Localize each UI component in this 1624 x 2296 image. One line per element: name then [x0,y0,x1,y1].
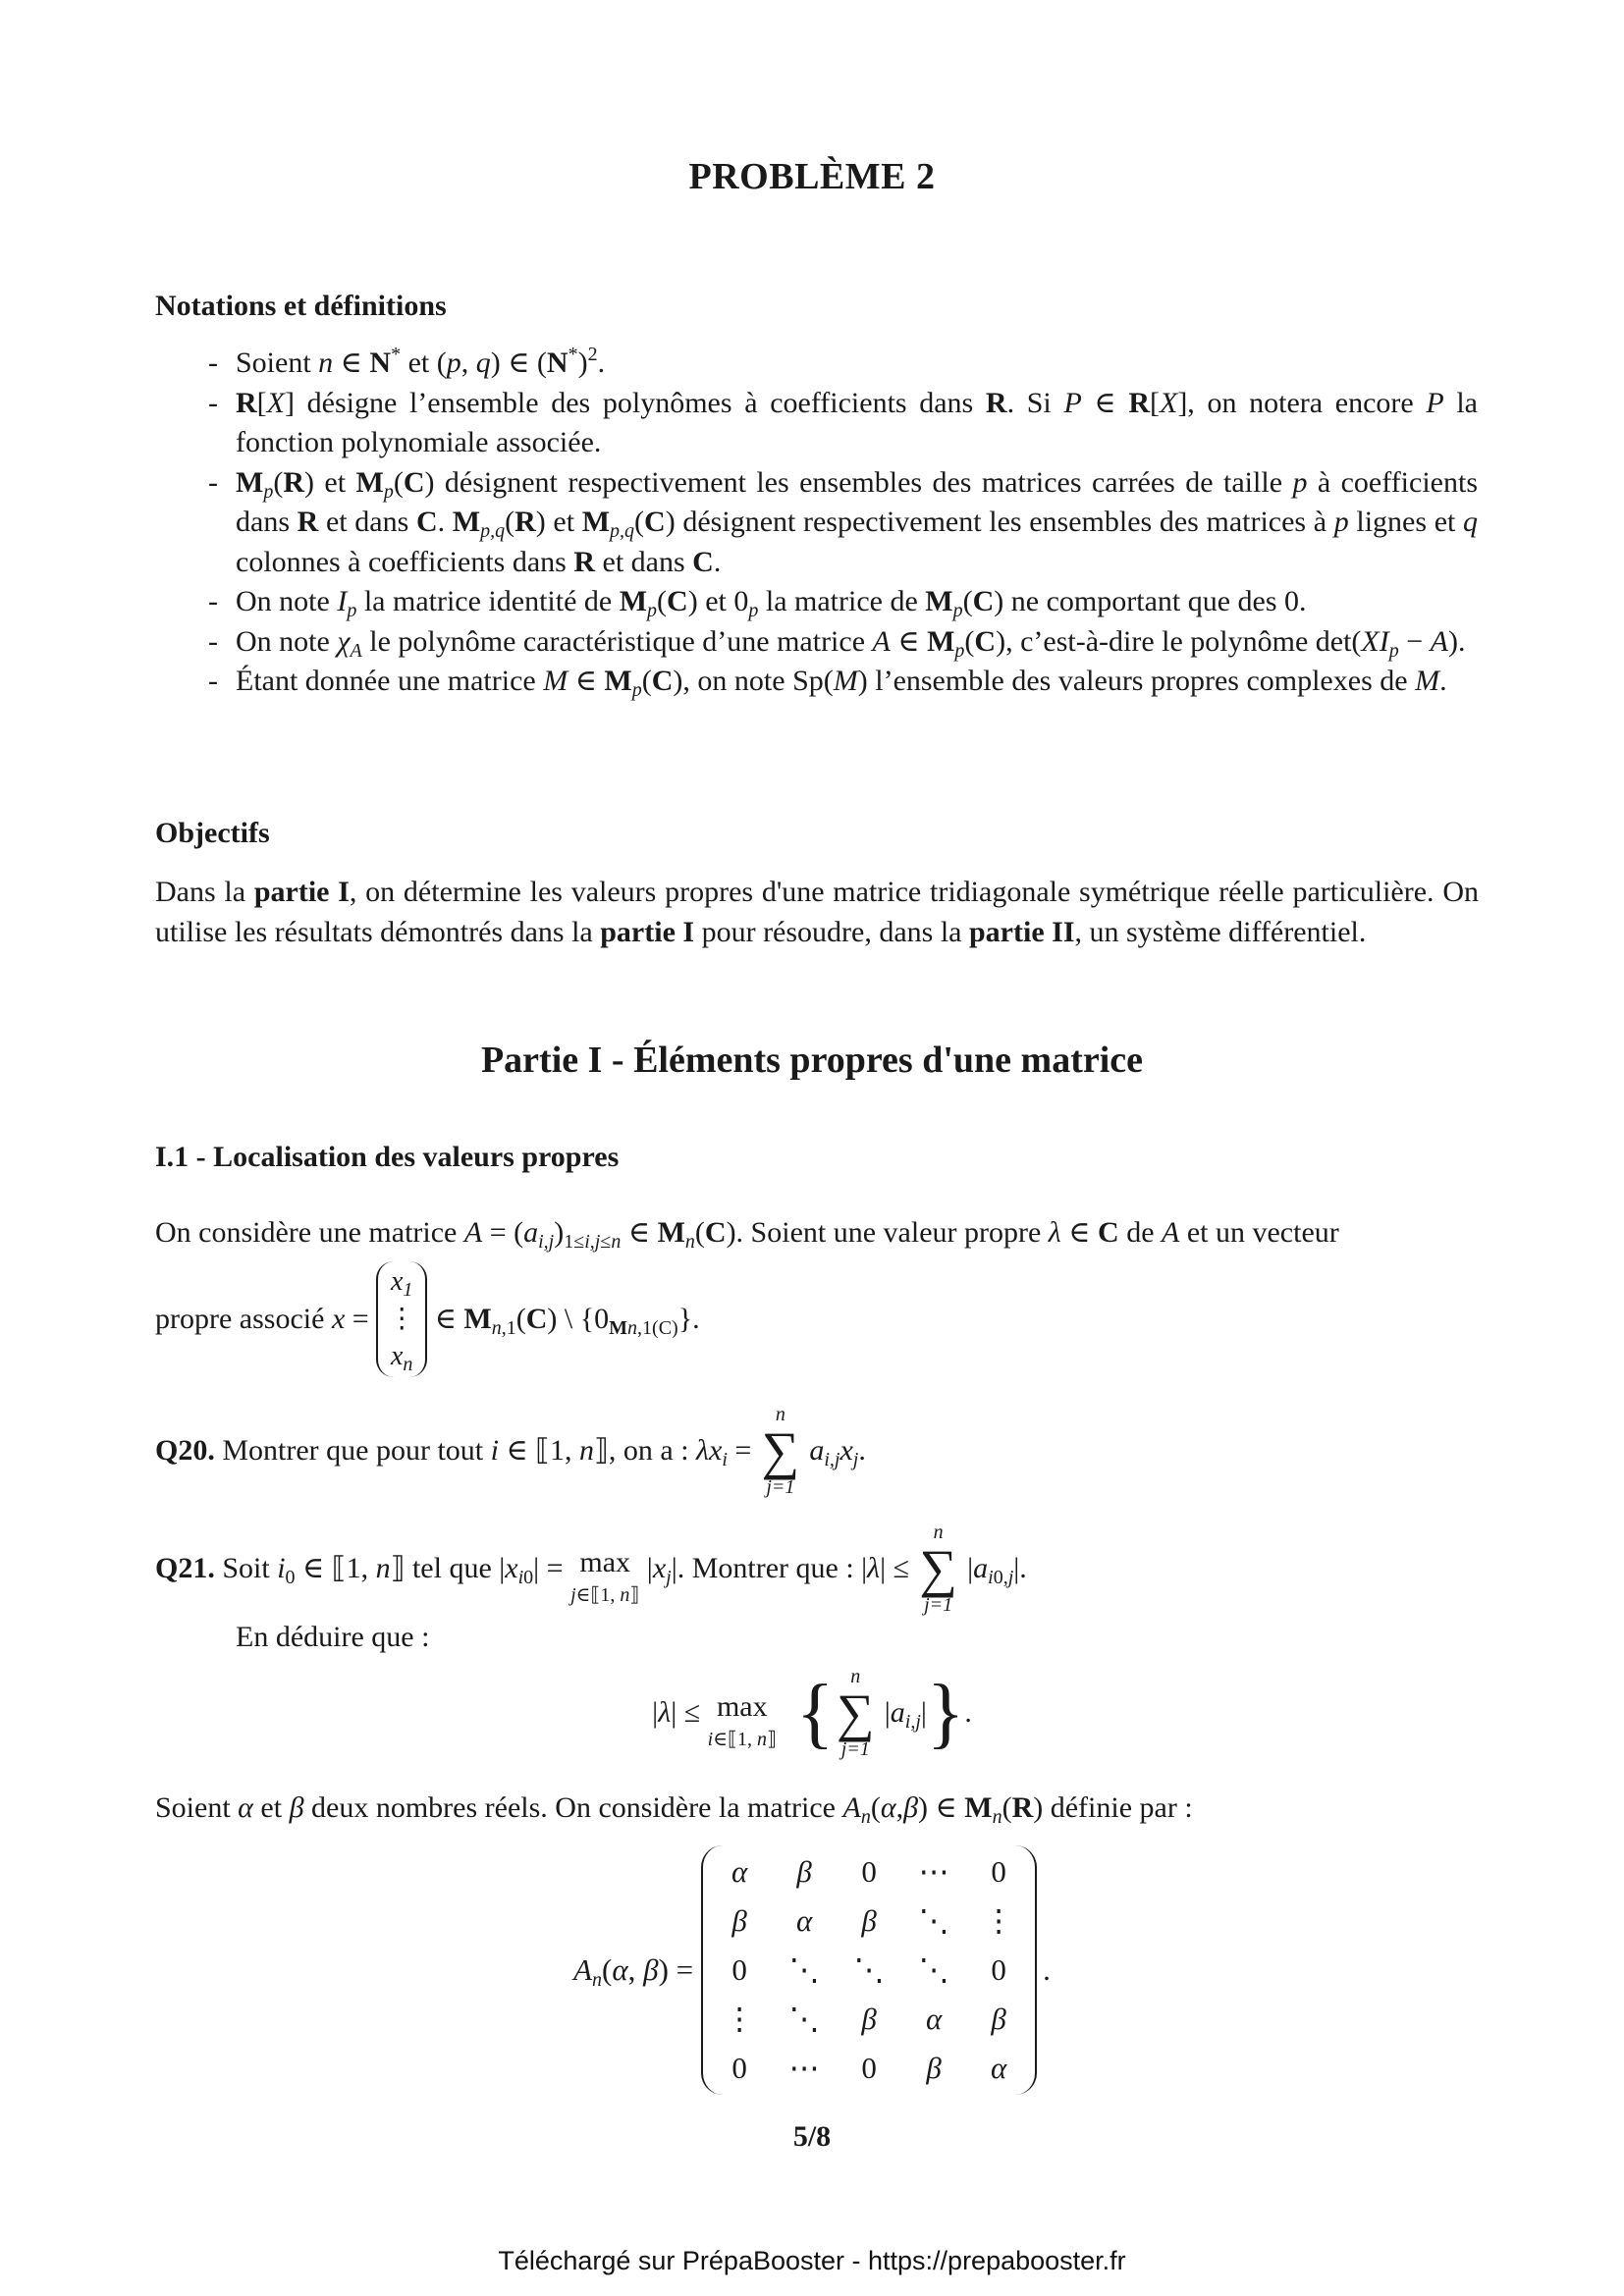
question-q21: Q21. Soit $i_0$ ∈ ⟦1, n⟧ tel que $|x_{i0}|$ = max j∈⟦1, n⟧ $|x_j|$. Montrer que : |λ| ≤ n ∑ j=1 $|a_{i0,j}|$. [155,1522,1027,1616]
matrix-cell: ⋮ [983,1903,1014,1938]
matrix-cell: ⋱ [853,1952,885,1987]
page-number: 5/8 [792,2120,832,2153]
matrix-cell: 0 [861,1854,877,1889]
matrix-cell: 0 [861,2051,877,2085]
matrix-cell: ⋱ [788,2002,820,2036]
matrix-cell: α [796,1903,813,1938]
eigenvector-column [376,1261,427,1377]
question-q20: Q20. Montrer que pour tout i ∈ ⟦1, n⟧, on a : $\lambda x_i$ = n ∑ j=1 $a_{i,j}x_j$. [155,1404,866,1498]
notation-item: - Étant donnée une matrice M ∈ $M_p(C)$, on note Sp(M) l’ensemble des valeurs propres complexes de M. [208,665,1447,701]
matrix-cell: α [731,1854,748,1889]
matrix-cell: ⋯ [918,1854,949,1889]
notation-item: - $M_p(R)$ et $M_p(C)$ désignent respectivement les ensembles des matrices carrées de taille p à coefficients dans R et dans C. $M_{p,q}(R)$ et $M_{p,q}(C)$ désignent respectivement les ensembles des matrices à p lignes et q colonnes à coefficients dans R et dans C. [208,465,1479,578]
matrix-intro: Soient α et β deux nombres réels. On considère la matrice $A_n(\alpha,\beta)$ ∈ $M_n(R)$ définie par : [155,1791,1193,1828]
section-heading: I.1 - Localisation des valeurs propres [155,1141,620,1173]
matrix-definition: $A_n(\alpha$, β) = α β 0 ⋯ 0 β α β ⋱ ⋮ 0 ⋱ ⋱ ⋱ 0 ⋮ ⋱ β α β 0 ⋯ 0 β α . [0,1845,1624,2095]
part-title: Partie I - Éléments propres d'une matrice [480,1040,1144,1081]
tridiagonal-matrix [701,1845,1037,2095]
intro-line-2-prefix: propre associé x = [155,1303,377,1335]
summation-symbol: n ∑ j=1 [837,1666,875,1760]
question-label: Q21. [155,1552,215,1584]
q21-formula: |λ| ≤ max i∈⟦1, n⟧ { n ∑ j=1 $|a_{i,j}|$ } . [652,1666,972,1760]
notation-item: - Soient n ∈ N* et (p, q) ∈ $(N^*)^2$. [208,344,606,379]
vector-entry: ⋮ [388,1304,416,1334]
notation-item: - R[X] désigne l’ensemble des polynômes à coefficients dans R. Si P ∈ R[X], on notera encore P la fonction polynomiale associée. [208,386,1479,458]
intro-line-1: On considère une matrice $A = (a_{i,j})_{1\le i,j\le n}$ ∈ $M_n(C)$. Soient une valeur propre λ ∈ C de A et un vecteur [155,1216,1339,1253]
objectifs-heading: Objectifs [155,817,270,849]
notation-item: - On note $\chi_A$ le polynôme caractéristique d’une matrice A ∈ $M_p(C)$, c’est-à-dire le polynôme $\det(XI_p - A)$. [208,624,1466,662]
objectifs-text: , un système différentiel. [1074,916,1367,948]
objectifs-emphasis: partie II [969,916,1075,948]
objectifs-emphasis: partie I [253,876,350,908]
question-label: Q20. [155,1434,215,1467]
matrix-cell: 0 [991,1854,1006,1889]
notations-heading: Notations et définitions [155,290,447,322]
matrix-lhs: $A_n(\alpha$, β) = [573,1952,694,1991]
matrix-cell: β [991,2002,1006,2036]
matrix-cell: β [731,1903,747,1938]
intro-line-2-suffix: ∈ $M_{n,1}(C)$ \ $\{0_{Mn,1(C)}\}$. [427,1303,700,1339]
q21-followup: En déduire que : [236,1621,430,1653]
download-notice: Téléchargé sur PrépaBooster - https://prepabooster.fr [498,2246,1126,2275]
objectifs-emphasis: partie I [600,916,695,948]
matrix-cell: ⋮ [724,2002,755,2036]
notations-list [196,344,1478,702]
objectifs-text: , on détermine les valeurs propres d'une matrice tridiagonale symétrique réelle particulière. On utilise les résultats démontrés dans la [155,876,1479,948]
matrix-cell: ⋯ [788,2051,820,2085]
matrix-cell: 0 [991,1952,1006,1987]
max-operator: max j∈⟦1, n⟧ [570,1545,640,1606]
matrix-cell: β [926,2051,942,2085]
summation-symbol: n ∑ j=1 [919,1522,957,1616]
matrix-cell: ⋱ [788,1952,820,1987]
matrix-cell: β [861,1903,877,1938]
vector-entry: $x_1$ [390,1266,413,1301]
intro-line-2 [155,1260,700,1378]
matrix-cell: 0 [731,1952,747,1987]
matrix-cell: β [861,2002,877,2036]
max-operator: max i∈⟦1, n⟧ [707,1689,777,1750]
matrix-cell: 0 [731,2051,747,2085]
matrix-cell: β [796,1854,812,1889]
notation-item: - On note $I_p$ la matrice identité de $M_p(C)$ et $0_p$ la matrice de $M_p(C)$ ne comportant que des 0. [208,585,1307,621]
vector-entry: $x_n$ [390,1341,413,1375]
matrix-cell: ⋱ [918,1903,949,1938]
matrix-cell: α [926,2002,943,2036]
objectifs-text: Dans la [155,876,254,908]
summation-symbol: n ∑ j=1 [761,1404,800,1498]
matrix-cell: α [991,2051,1007,2085]
matrix-cell: ⋱ [918,1952,949,1987]
problem-title: PROBLÈME 2 [688,156,936,197]
objectifs-paragraph [155,872,1479,952]
objectifs-text: pour résoudre, dans la [694,916,969,948]
